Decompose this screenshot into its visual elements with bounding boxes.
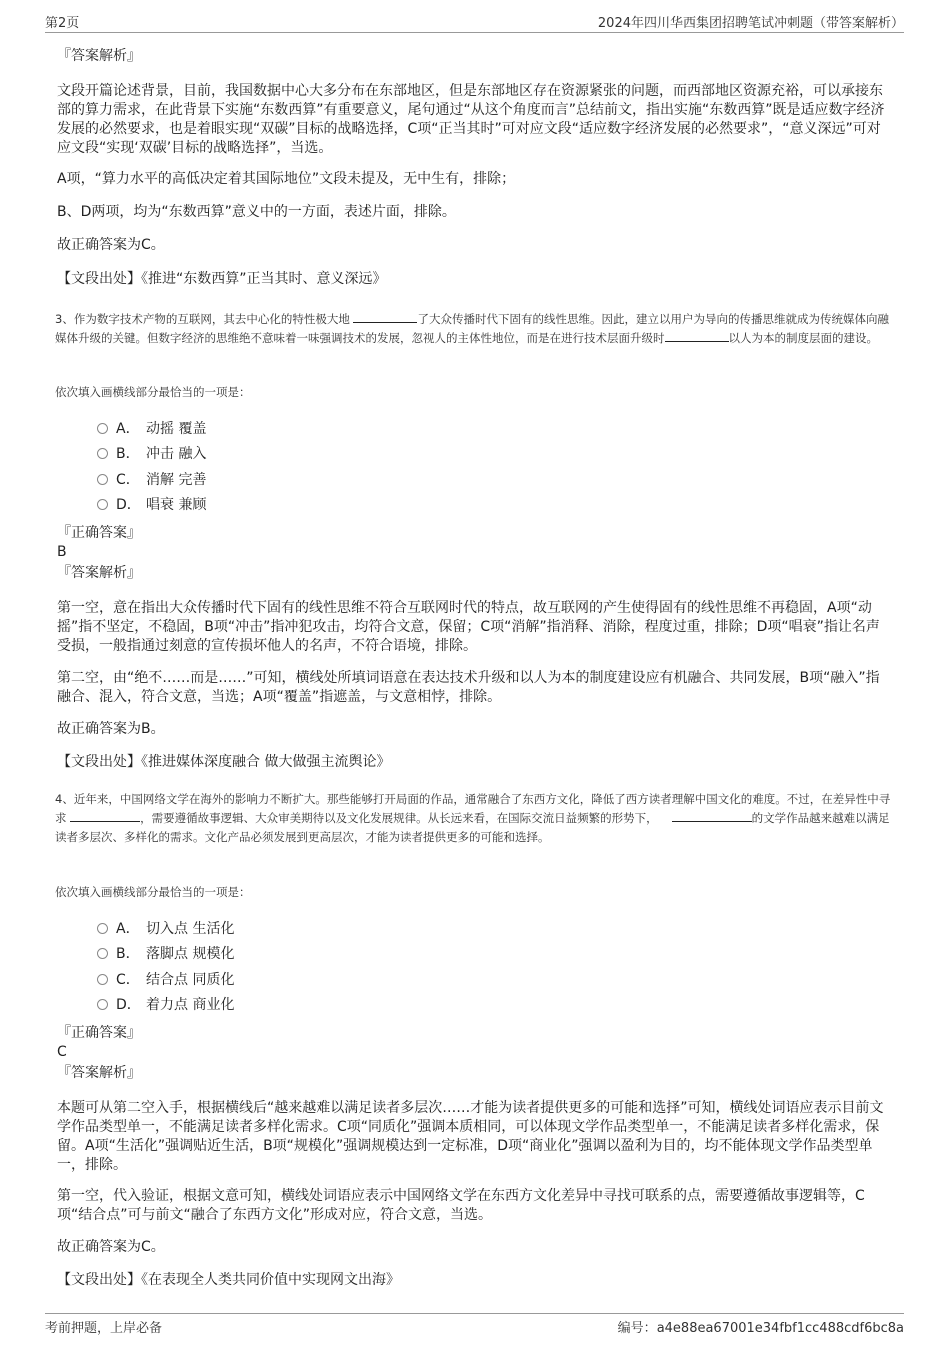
footer-slogan: 考前押题，上岸必备	[45, 1321, 163, 1336]
analysis-label: 『答案解析』	[57, 565, 141, 581]
analysis-paragraph: 本题可从第二空入手，根据横线后“越来越难以满足读者多层次……才能为读者提供更多的可能和选择”可知，横线处词语应表示目前文学作品类型单一，不能满足读者多样化需求。C项“同质化”强调本质相同，可以体现文学作品类型单一，不能满足读者多样化需求，保留。A项“生活化”强调贴近生活，B项“规模化”强调规模达到一定标准，D项“商业化”强调以盈利为目的，均不能体现文学作品类型单一，排除。	[57, 1100, 884, 1173]
option-c[interactable]: C． 结合点 同质化	[97, 971, 234, 989]
analysis-paragraph: B、D两项，均为“东数西算”意义中的一方面，表述片面，排除。	[57, 204, 456, 220]
analysis-label: 『答案解析』	[57, 48, 141, 64]
header-divider	[45, 32, 904, 33]
answer-conclusion: 故正确答案为C。	[57, 1239, 165, 1255]
document-title: 2024年四川华西集团招聘笔试冲刺题（带答案解析）	[597, 16, 904, 31]
document-code: 编号：a4e88ea67001e34fbf1cc488cdf6bc8a	[617, 1321, 904, 1336]
option-b[interactable]: B． 冲击 融入	[97, 445, 206, 463]
footer-divider	[45, 1313, 904, 1314]
radio-icon[interactable]	[97, 948, 108, 959]
analysis-paragraph: 文段开篇论述背景，目前，我国数据中心大多分布在东部地区，但是东部地区存在资源紧张的问题，而西部地区资源充裕，可以承接东部的算力需求，在此背景下实施“东数西算”有重要意义，尾句通过“从这个角度而言”总结前文，指出实施“东数西算”既是适应数字经济发展的必然要求，也是着眼实现“双碳”目标的战略选择，C项“正当其时”可对应文段“适应数字经济发展的必然要求”，“意义深远”可对应文段“实现‘双碳’目标的战略选择”，当选。	[57, 83, 885, 156]
correct-answer: B	[57, 544, 67, 560]
correct-answer-label: 『正确答案』	[57, 525, 141, 541]
radio-icon[interactable]	[97, 999, 108, 1010]
radio-icon[interactable]	[97, 974, 108, 985]
radio-icon[interactable]	[97, 923, 108, 934]
question-prompt: 依次填入画横线部分最恰当的一项是：	[55, 385, 251, 399]
option-d[interactable]: D． 着力点 商业化	[97, 996, 234, 1014]
analysis-label: 『答案解析』	[57, 1065, 141, 1081]
fill-blank	[665, 329, 729, 342]
radio-icon[interactable]	[97, 474, 108, 485]
option-c[interactable]: C． 消解 完善	[97, 471, 206, 489]
answer-conclusion: 故正确答案为C。	[57, 237, 165, 253]
fill-blank	[70, 809, 140, 822]
radio-icon[interactable]	[97, 423, 108, 434]
correct-answer: C	[57, 1044, 67, 1060]
option-a[interactable]: A． 切入点 生活化	[97, 920, 234, 938]
question-stem: 3、作为数字技术产物的互联网，其去中心化的特性极大地 了大众传播时代下固有的线性思维。因此，建立以用户为导向的传播思维就成为传统媒体向融媒体升级的关键。但数字经济的思维绝不意味着一味强调技术的发展，忽视人的主体性地位，而是在进行技术层面升级时 以人为本的制度层面的建设。	[55, 312, 889, 345]
question-prompt: 依次填入画横线部分最恰当的一项是：	[55, 885, 251, 899]
source-citation: 【文段出处】《推进“东数西算”正当其时、意义深远》	[57, 271, 387, 287]
analysis-paragraph: 第一空，代入验证，根据文意可知，横线处词语应表示中国网络文学在东西方文化差异中寻找可联系的点，需要遵循故事逻辑等，C项“结合点”可与前文“融合了东西方文化”形成对应，符合文意，当选。	[57, 1188, 865, 1223]
analysis-paragraph: 第二空，由“绝不……而是……”可知，横线处所填词语意在表达技术升级和以人为本的制度建设应有机融合、共同发展，B项“融入”指融合、混入，符合文意，当选；A项“覆盖”指遮盖，与文意相悖，排除。	[57, 670, 880, 705]
radio-icon[interactable]	[97, 448, 108, 459]
radio-icon[interactable]	[97, 499, 108, 510]
answer-conclusion: 故正确答案为B。	[57, 721, 165, 737]
page-number: 第2页	[45, 16, 80, 31]
fill-blank	[353, 310, 417, 323]
option-a[interactable]: A． 动摇 覆盖	[97, 420, 206, 438]
question-stem: 4、近年来，中国网络文学在海外的影响力不断扩大。那些能够打开局面的作品，通常融合了东西方文化，降低了西方读者理解中国文化的难度。不过，在差异性中寻求 ，需要遵循故事逻辑、大众审美期待以及文化发展规律。从长远来看，在国际交流日益频繁的形势下， 的文学作品越来越难以满足读者多层次、多样化的需求。文化产品必须发展到更高层次，才能为读者提供更多的可能和选择。	[55, 792, 891, 844]
fill-blank	[672, 809, 752, 822]
source-citation: 【文段出处】《在表现全人类共同价值中实现网文出海》	[57, 1272, 400, 1288]
analysis-paragraph: A项，“算力水平的高低决定着其国际地位”文段未提及，无中生有，排除；	[57, 171, 516, 187]
option-b[interactable]: B． 落脚点 规模化	[97, 945, 234, 963]
source-citation: 【文段出处】《推进媒体深度融合 做大做强主流舆论》	[57, 754, 391, 770]
analysis-paragraph: 第一空，意在指出大众传播时代下固有的线性思维不符合互联网时代的特点，故互联网的产生使得固有的线性思维不再稳固，A项“动摇”指不坚定，不稳固，B项“冲击”指冲犯攻击，均符合文意，保留；C项“消解”指消释、消除，程度过重，排除；D项“唱衰”指让名声受损，一般指通过刻意的宣传损坏他人的名声，不符合语境，排除。	[57, 600, 880, 654]
option-d[interactable]: D． 唱衰 兼顾	[97, 496, 206, 514]
correct-answer-label: 『正确答案』	[57, 1025, 141, 1041]
